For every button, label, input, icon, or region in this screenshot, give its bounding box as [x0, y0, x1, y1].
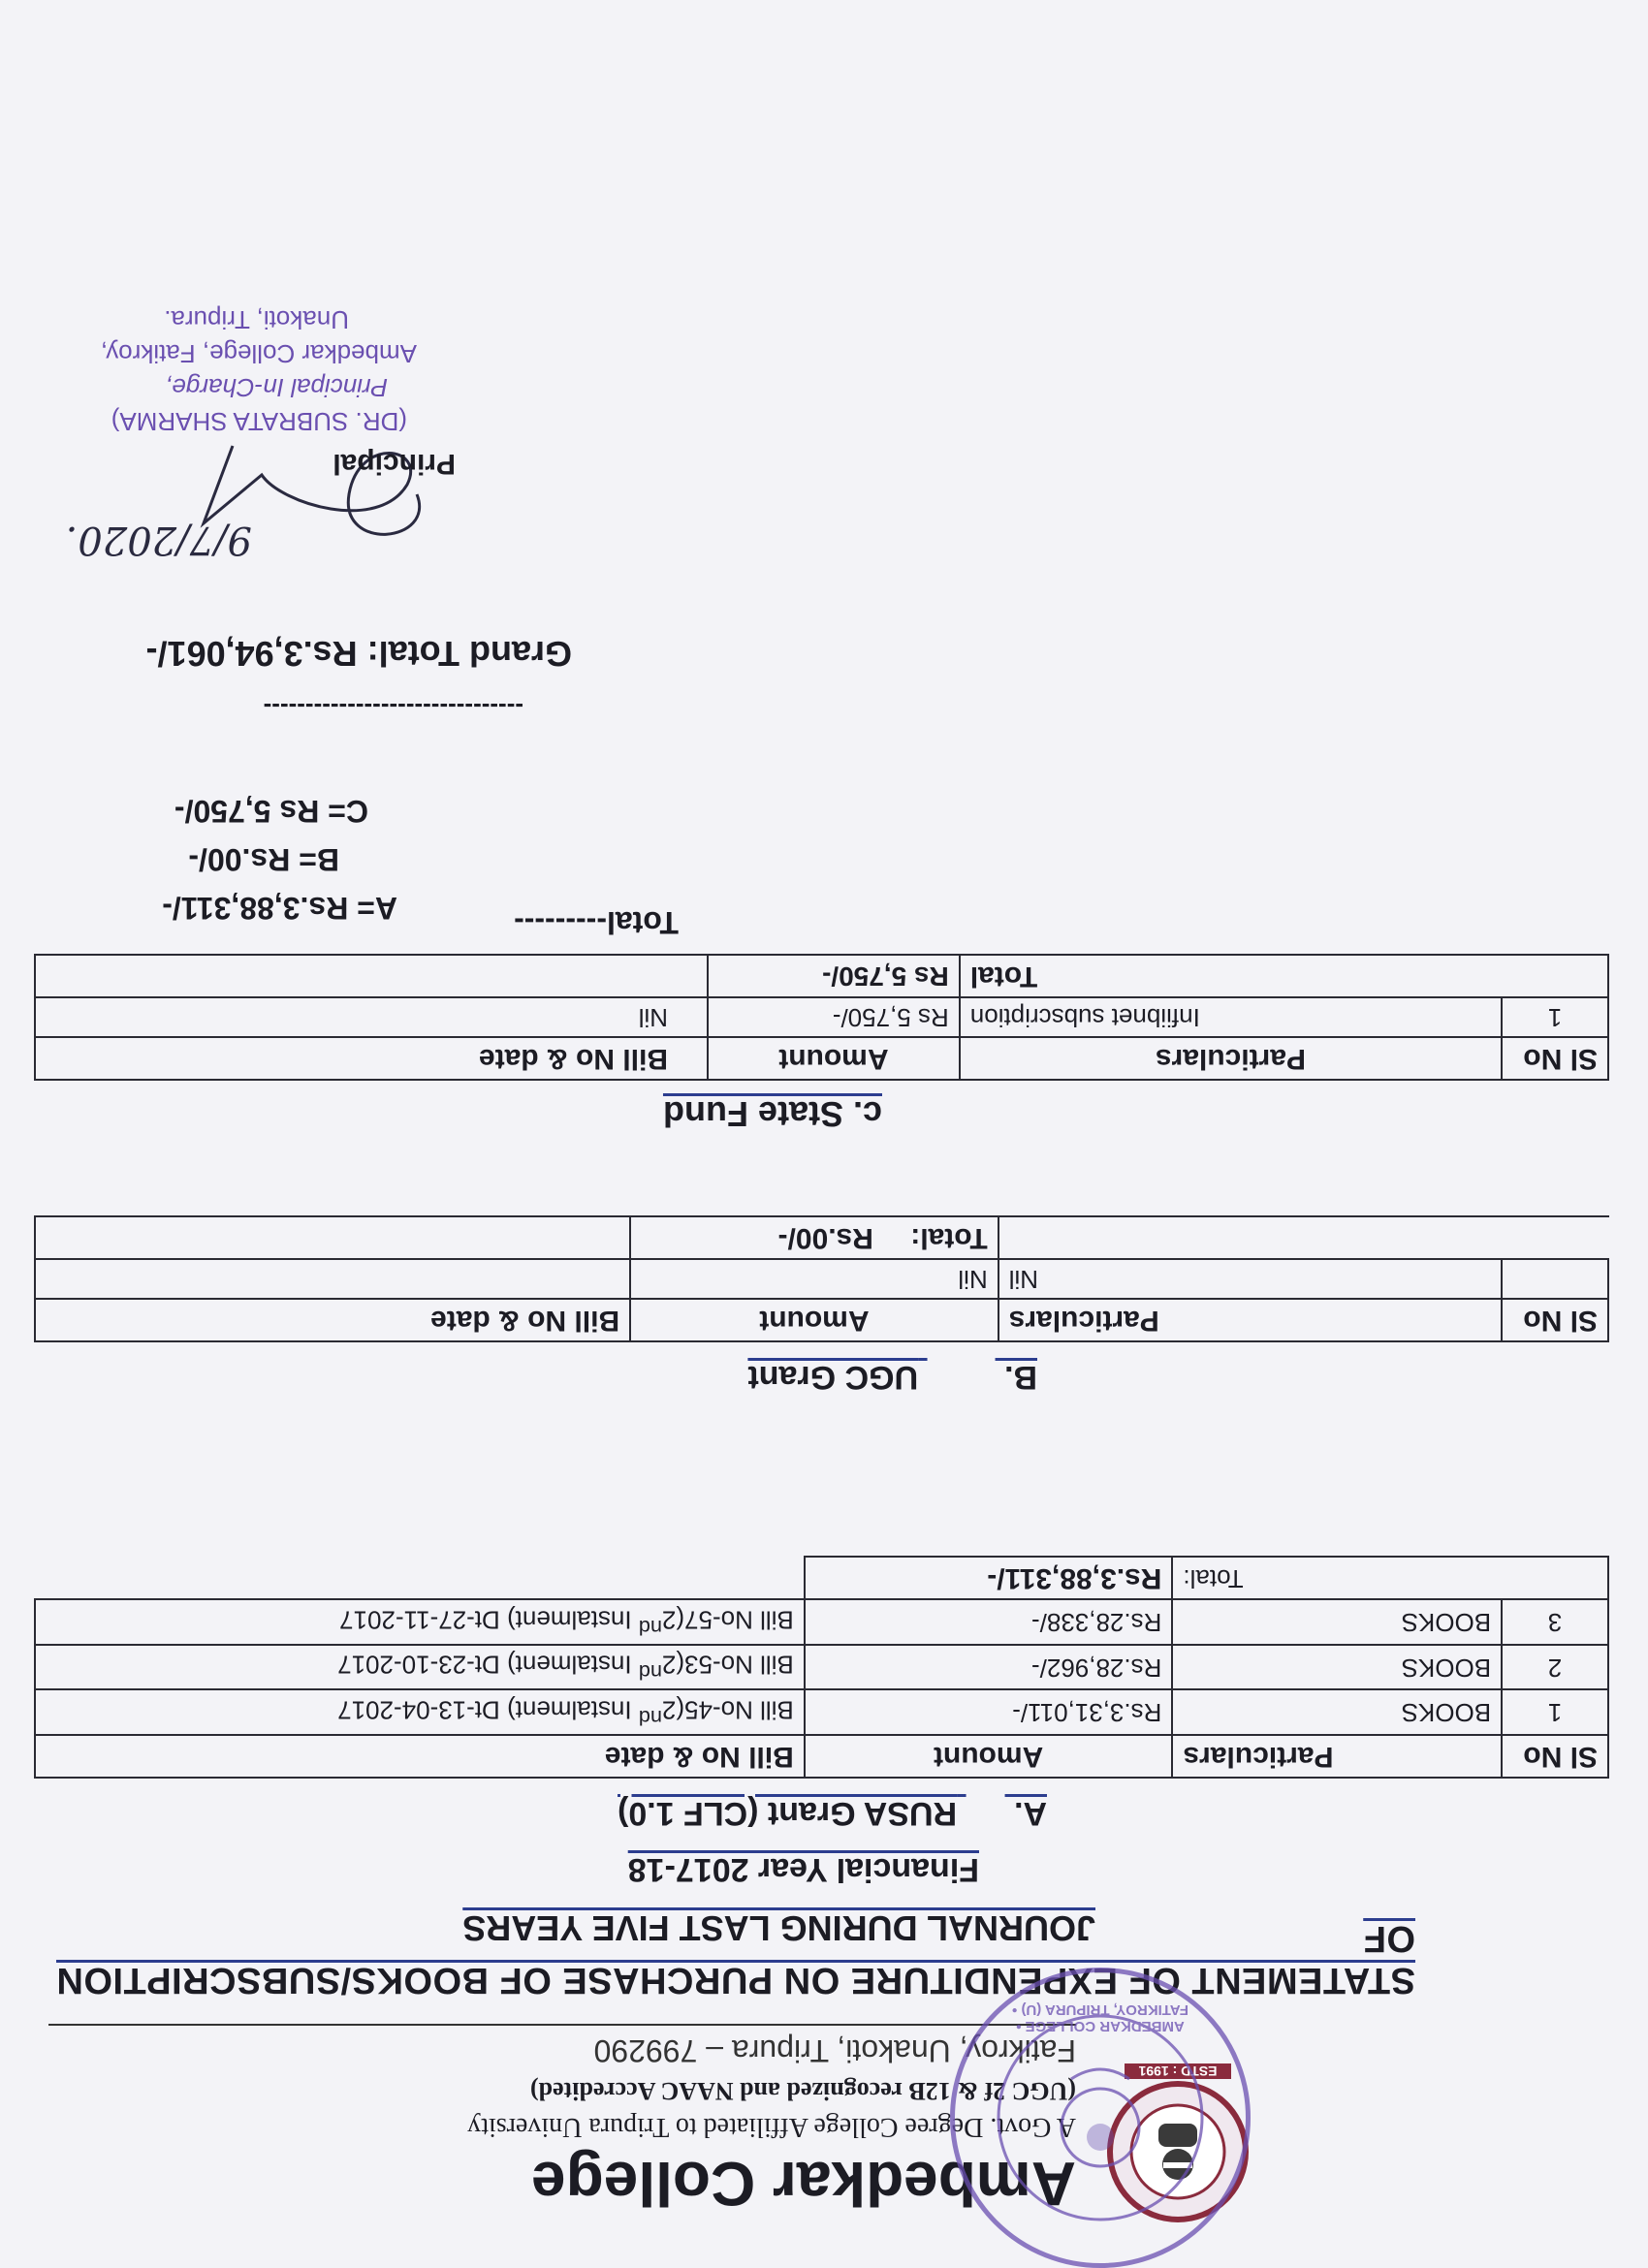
cell-sl [1502, 1259, 1608, 1299]
cell-particulars: Nil [998, 1259, 1502, 1299]
seal-line1: Principal In-Charge, [165, 373, 388, 402]
cell-bill: Bill No-45(2nd Instalment) Dt-13-04-2017 [35, 1689, 805, 1735]
cell-sl: 1 [1502, 1689, 1608, 1735]
cell-bill: Nil [35, 997, 708, 1037]
college-name: Ambedkar College [531, 2149, 1076, 2219]
section-c-table [34, 954, 1609, 1081]
recognition-line: (UGC 2f & 12B recognized and NAAC Accredited) [529, 2077, 1076, 2105]
col-bill: Bill No & date [35, 1037, 708, 1080]
round-stamp [950, 1968, 1251, 2268]
total-label: Total: [1172, 1557, 1608, 1599]
logo-estd: ESTD : 1991 [1125, 2063, 1231, 2079]
section-a-table [34, 1556, 1609, 1779]
signature-date: 9/7/2020. [65, 518, 252, 562]
section-a-letter: A. [1014, 1795, 1047, 1832]
col-bill: Bill No & date [35, 1735, 805, 1778]
table-row [35, 1689, 1608, 1735]
table-total-row [35, 1557, 1608, 1599]
seal-line2: Ambedkar College, Fatikroy, [100, 339, 417, 368]
cell-bill: Bill No-53(2nd Instalment) Dt-23-10-2017 [35, 1645, 805, 1690]
cell-amount: Rs.3,31,011/- [805, 1689, 1173, 1735]
financial-year: Financial Year 2017-18 [627, 1851, 979, 1888]
cell-sl: 1 [1502, 997, 1608, 1037]
cell-amount: Nil [630, 1259, 998, 1299]
cell-amount: Rs 5,750/- [708, 997, 960, 1037]
header-divider [48, 2024, 1076, 2026]
total-value: Rs.3,88,311/- [805, 1557, 1173, 1599]
section-c-heading: c. State Fund [662, 1094, 882, 1134]
cell-particulars: BOOKS [1172, 1599, 1502, 1645]
cell-particulars: BOOKS [1172, 1645, 1502, 1690]
statement-title-line1: STATEMENT OF EXPENDITURE ON PURCHASE OF BOOKS/SUBSCRIPTION OF [55, 1918, 1415, 2000]
cell-bill: Bill No-57(2nd Instalment) Dt-27-11-2017 [35, 1599, 805, 1645]
section-a-name: RUSA Grant (CLF 1.0) [618, 1795, 958, 1832]
col-bill: Bill No & date [35, 1299, 630, 1341]
table-total-row [35, 955, 1608, 997]
principal-label: Principal [333, 448, 456, 480]
seal-name: (DR. SUBRATA SHARMA) [111, 407, 407, 436]
table-header-row [35, 1037, 1608, 1080]
cell-bill [35, 1259, 630, 1299]
seal-line3: Unakoti, Tripura. [164, 305, 349, 334]
col-particulars: Particulars [960, 1037, 1502, 1080]
total-value: Rs.00/- [777, 1222, 873, 1254]
col-amount: Amount [708, 1037, 960, 1080]
total-value: Rs 5,750/- [708, 955, 960, 997]
section-b-letter: B. [1004, 1359, 1037, 1396]
summary-total-line: Total--------- [514, 905, 679, 940]
col-particulars: Particulars [998, 1299, 1502, 1341]
summary-b: B= Rs.00/- [188, 842, 339, 877]
cell-amount: Rs.28,338/- [805, 1599, 1173, 1645]
table-header-row [35, 1735, 1608, 1778]
section-b-table [34, 1215, 1609, 1342]
col-particulars: Particulars [1172, 1735, 1502, 1778]
table-row [35, 1599, 1608, 1645]
stamp-ring-text: AMBEDKAR COLLEGE • FATIKROY, TRIPURA (U) • [1012, 2001, 1188, 2034]
summary-c: C= Rs 5,750/- [174, 794, 368, 829]
summary-separator: ------------------------------- [263, 693, 523, 722]
total-label: Total [960, 955, 1608, 997]
section-b-name: UGC Grant [747, 1359, 919, 1396]
col-amount: Amount [805, 1735, 1173, 1778]
section-a-heading [618, 1794, 1047, 1832]
col-sl-no: Sl No [1502, 1037, 1608, 1080]
table-row [35, 1259, 1608, 1299]
statement-title-line2: JOURNAL DURING LAST FIVE YEARS [462, 1908, 1095, 1948]
table-header-row [35, 1299, 1608, 1341]
affiliation-line: A Govt. Degree College Affiliated to Tripura University [467, 2112, 1076, 2142]
total-label: Total: [910, 1222, 988, 1254]
grand-total: Grand Total: Rs.3,94,061/- [145, 634, 572, 674]
section-b-heading [747, 1358, 1037, 1396]
summary-a: A= Rs.3,88,311/- [162, 891, 397, 926]
table-row [35, 997, 1608, 1037]
table-row [35, 1645, 1608, 1690]
cell-sl: 3 [1502, 1599, 1608, 1645]
col-sl-no: Sl No [1502, 1735, 1608, 1778]
col-sl-no: Sl No [1502, 1299, 1608, 1341]
cell-particulars: BOOKS [1172, 1689, 1502, 1735]
cell-particulars: Infiibnet subscription [960, 997, 1502, 1037]
cell-amount: Rs.28,962/- [805, 1645, 1173, 1690]
address-line: Fatikroy, Unakoti, Tripura – 799290 [593, 2033, 1076, 2068]
table-total-row [35, 1216, 1608, 1259]
cell-sl: 2 [1502, 1645, 1608, 1690]
total-cell [630, 1216, 998, 1259]
col-amount: Amount [630, 1299, 998, 1341]
